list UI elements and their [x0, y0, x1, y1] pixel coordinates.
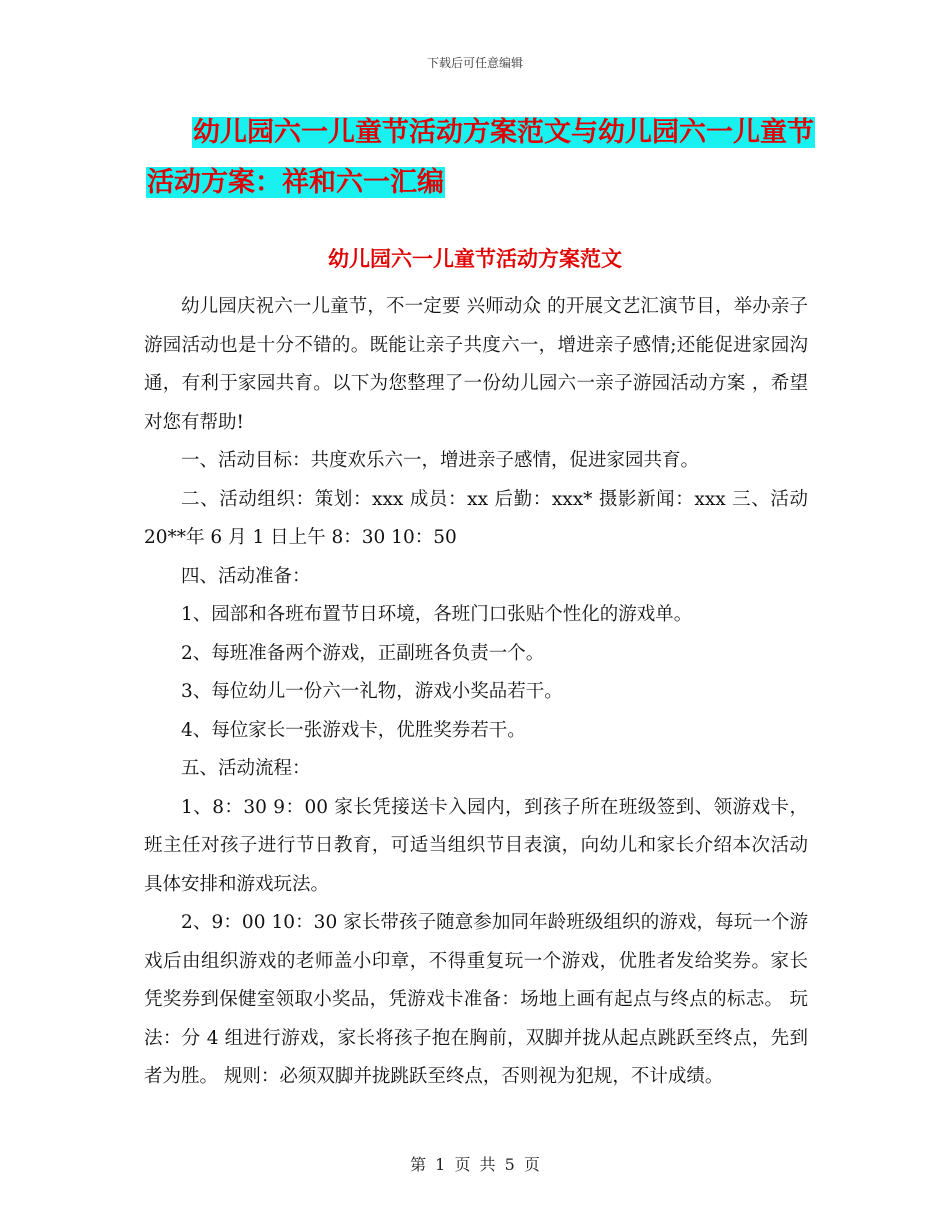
- title-line-1: [146, 108, 826, 158]
- paragraph-process-1: 1、8：30 9：00 家长凭接送卡入园内，到孩子所在班级签到、领游戏卡，班主任对孩子进行节日教育，可适当组织节目表演，向幼儿和家长介绍本次活动具体安排和游戏玩法。: [144, 796, 808, 895]
- section-title: 幼儿园六一儿童节活动方案范文: [328, 246, 622, 271]
- paragraph-preparation-3: 3、每位幼儿一份六一礼物，游戏小奖品若干。: [181, 681, 563, 702]
- paragraph-preparation-heading: 四、活动准备：: [181, 565, 311, 587]
- paragraph-preparation-4: 4、每位家长一张游戏卡，优胜奖券若干。: [181, 719, 526, 741]
- paragraph-organization: 二、活动组织：策划：xxx 成员：xx 后勤：xxx* 摄影新闻：xxx 三、活动 20**年 6 月 1 日上午 8：30 10：50: [144, 488, 808, 548]
- paragraph-process-heading: 五、活动流程：: [181, 758, 311, 779]
- page-footer: 第 1 页 共 5 页: [410, 1155, 540, 1174]
- document-body: [144, 288, 808, 1097]
- paragraph-preparation-1: 1、园部和各班布置节日环境，各班门口张贴个性化的游戏单。: [181, 604, 693, 625]
- paragraph-preparation-2: 2、每班准备两个游戏，正副班各负责一个。: [181, 642, 545, 664]
- header-note: 下载后可任意编辑: [426, 56, 523, 70]
- paragraph-goal: 一、活动目标：共度欢乐六一，增进亲子感情，促进家园共育。: [181, 450, 700, 471]
- title-line-2-text: 活动方案：祥和六一汇编: [147, 167, 444, 198]
- paragraph-intro: 幼儿园庆祝六一儿童节，不一定要 兴师动众 的开展文艺汇演节目，举办亲子游园活动也是十分不错的。既能让亲子共度六一，增进亲子感情;还能促进家园沟通，有利于家园共育。以下为您整理了一份幼儿园六一亲子游园活动方案 ，希望对您有帮助!: [144, 296, 808, 433]
- paragraph-process-2: 2、9：00 10：30 家长带孩子随意参加同年龄班级组织的游戏，每玩一个游戏后由组织游戏的老师盖小印章，不得重复玩一个游戏，优胜者发给奖券。家长凭奖券到保健室领取小奖品，凭游戏卡准备：场地上画有起点与终点的标志。 玩法：分 4 组进行游戏，家长将孩子抱在胸前，双脚并拢从起点跳跃至终点，先到者为胜。 规则：必须双脚并拢跳跃至终点，否则视为犯规，不计成绩。: [144, 912, 808, 1087]
- title-line-2: [146, 158, 826, 208]
- document-title: [146, 108, 826, 208]
- title-line-1-text: 幼儿园六一儿童节活动方案范文与幼儿园六一儿童节: [193, 117, 814, 148]
